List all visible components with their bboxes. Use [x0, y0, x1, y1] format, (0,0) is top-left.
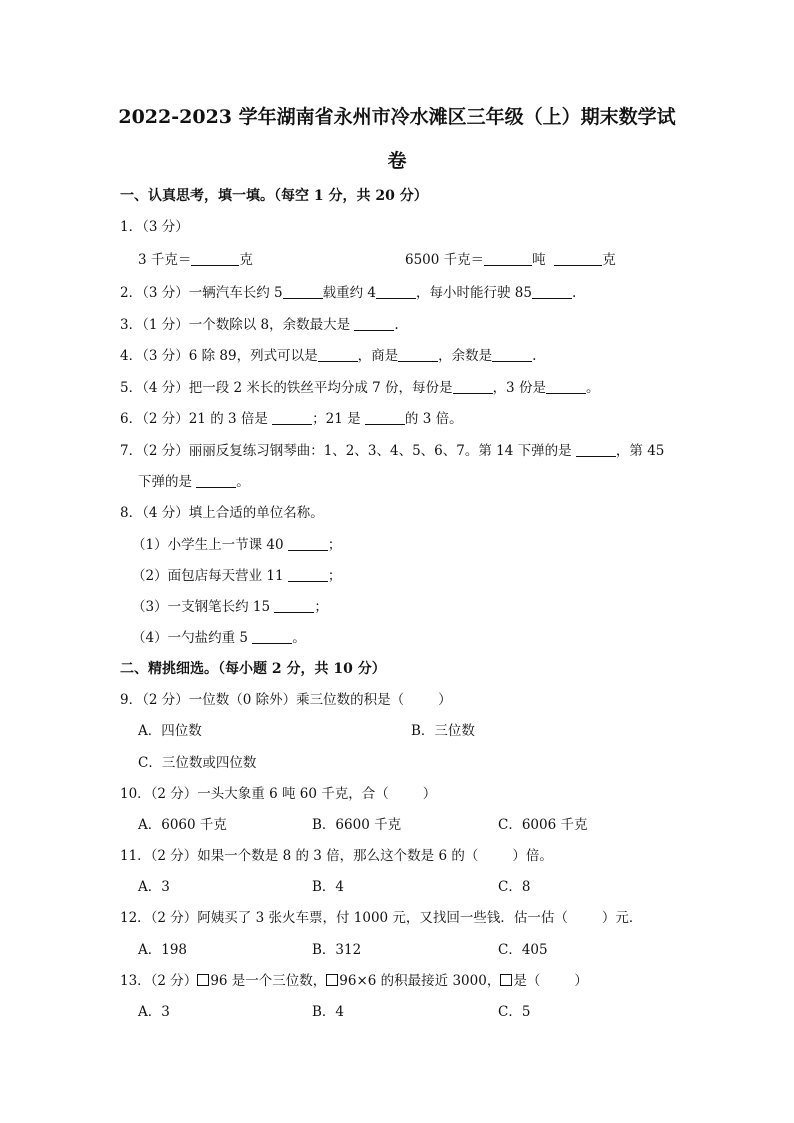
answer-blank[interactable]	[546, 379, 586, 394]
q12-option-a[interactable]: A．198	[138, 942, 188, 958]
q1-part-a: 3 千克＝ 克	[138, 252, 253, 268]
q11-stem: 11．（2 分）如果一个数是 8 的 3 倍，那么这个数是 6 的（ ）倍。	[120, 848, 553, 864]
q7-line1: 7．（2 分）丽丽反复练习钢琴曲：1、2、3、4、5、6、7。第 14 下弹的是 ，第 45	[120, 443, 665, 459]
q8-head: 8．（4 分）填上合适的单位名称。	[120, 505, 324, 521]
answer-blank[interactable]	[554, 251, 602, 266]
answer-blank[interactable]	[484, 251, 532, 266]
answer-blank[interactable]	[376, 284, 416, 299]
answer-blank[interactable]	[365, 410, 405, 425]
answer-blank[interactable]	[272, 410, 312, 425]
q1-head: 1．（3 分）	[120, 219, 189, 235]
q10-option-a[interactable]: A．6060 千克	[138, 817, 227, 833]
answer-blank[interactable]	[576, 442, 616, 457]
square-box-icon	[197, 974, 209, 986]
q13-option-b[interactable]: B．4	[312, 1004, 345, 1020]
q9-option-c[interactable]: C．三位数或四位数	[138, 755, 257, 771]
q3: 3．（1 分）一个数除以 8，余数最大是 .	[120, 317, 399, 333]
q10-option-c[interactable]: C．6006 千克	[498, 817, 588, 833]
answer-blank[interactable]	[191, 251, 239, 266]
answer-blank[interactable]	[318, 347, 358, 362]
q8-item-2: （2）面包店每天营业 11 ；	[132, 568, 342, 584]
section-2-heading: 二、精挑细选。（每小题 2 分，共 10 分）	[120, 661, 386, 677]
q10-stem: 10．（2 分）一头大象重 6 吨 60 千克，合（ ）	[120, 786, 437, 802]
q6: 6．（2 分）21 的 3 倍是 ；21 是 的 3 倍。	[120, 411, 463, 427]
q8-item-1: （1）小学生上一节课 40 ；	[132, 537, 342, 553]
answer-blank[interactable]	[354, 316, 394, 331]
q7-line2: 下弹的是 。	[138, 474, 250, 490]
answer-blank[interactable]	[283, 284, 323, 299]
q4: 4．（3 分）6 除 89，列式可以是 ，商是 ，余数是 .	[120, 348, 537, 364]
answer-blank[interactable]	[532, 284, 572, 299]
answer-blank[interactable]	[252, 629, 292, 644]
section-1-heading: 一、认真思考，填一填。（每空 1 分，共 20 分）	[120, 188, 428, 204]
square-box-icon	[500, 974, 512, 986]
q10-option-b[interactable]: B．6600 千克	[312, 817, 402, 833]
answer-blank[interactable]	[492, 347, 532, 362]
q11-option-b[interactable]: B．4	[312, 879, 345, 895]
q12-option-c[interactable]: C．405	[498, 942, 548, 958]
square-box-icon	[326, 974, 338, 986]
q13-stem: 13．（2 分） 96 是一个三位数， 96×6 的积最接近 3000， 是（ ）	[120, 973, 588, 989]
q1-part-b: 6500 千克＝ 吨 克	[405, 252, 616, 268]
answer-blank[interactable]	[288, 567, 328, 582]
answer-blank[interactable]	[274, 598, 314, 613]
q8-item-3: （3）一支钢笔长约 15 ；	[132, 599, 328, 615]
q9-option-b[interactable]: B．三位数	[411, 723, 475, 739]
answer-blank[interactable]	[288, 536, 328, 551]
q9-stem: 9．（2 分）一位数（0 除外）乘三位数的积是（ ）	[120, 692, 452, 708]
q8-item-4: （4）一勺盐约重 5 。	[132, 630, 306, 646]
page-title: 2022-2023 学年湖南省永州市冷水滩区三年级（上）期末数学试	[118, 106, 676, 128]
page-title-cont: 卷	[387, 150, 407, 172]
q13-option-a[interactable]: A．3	[138, 1004, 170, 1020]
q11-option-a[interactable]: A．3	[138, 879, 170, 895]
q11-option-c[interactable]: C．8	[498, 879, 531, 895]
answer-blank[interactable]	[398, 347, 438, 362]
q5: 5．（4 分）把一段 2 米长的铁丝平均分成 7 份，每份是 ，3 份是 。	[120, 380, 600, 396]
q12-option-b[interactable]: B．312	[312, 942, 362, 958]
q9-option-a[interactable]: A．四位数	[138, 723, 202, 739]
answer-blank[interactable]	[196, 473, 236, 488]
q12-stem: 12．（2 分）阿姨买了 3 张火车票，付 1000 元，又找回一些钱．估一估（ ）元．	[120, 910, 643, 926]
q13-option-c[interactable]: C．5	[498, 1004, 531, 1020]
answer-blank[interactable]	[453, 379, 493, 394]
q2: 2．（3 分）一辆汽车长约 5 载重约 4 ，每小时能行驶 85 .	[120, 285, 577, 301]
